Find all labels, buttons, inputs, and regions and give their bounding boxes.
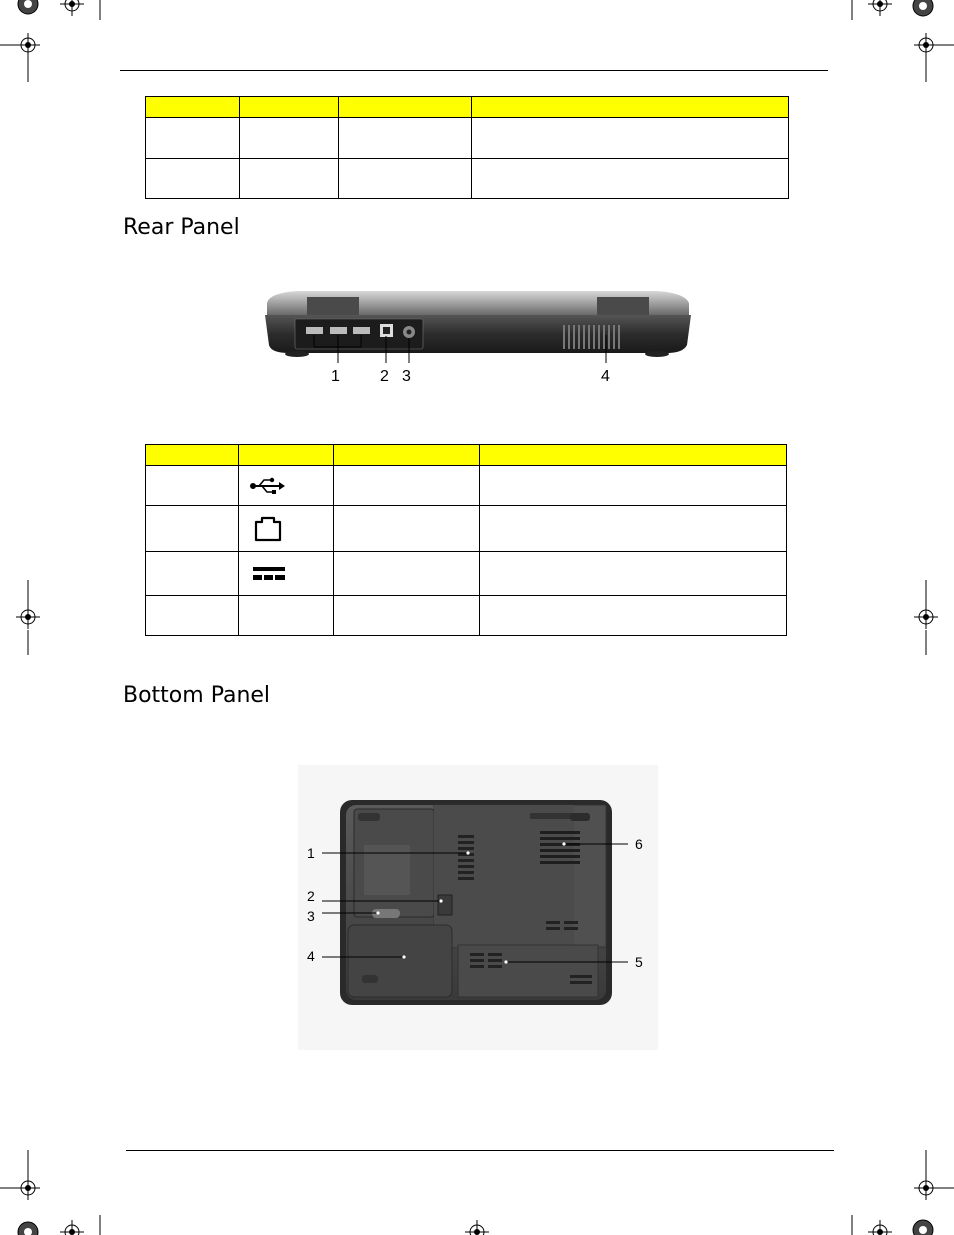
table-cell <box>480 596 787 636</box>
icon-cell <box>239 552 334 596</box>
bottom-callout-5: 5 <box>635 954 643 970</box>
table-cell <box>472 118 789 159</box>
table-cell <box>146 466 239 506</box>
bottom-callout-3: 3 <box>307 908 315 924</box>
bottom-panel-title: Bottom Panel <box>123 683 271 708</box>
header-cell <box>339 97 472 118</box>
rear-callout-2: 2 <box>380 368 389 385</box>
rear-ports-table <box>145 444 787 636</box>
rear-callout-4: 4 <box>601 368 610 385</box>
header-cell <box>146 97 240 118</box>
table-cell <box>240 118 339 159</box>
ethernet-icon <box>253 516 283 542</box>
table-cell <box>480 552 787 596</box>
icon-cell <box>239 466 334 506</box>
table-cell <box>240 159 339 199</box>
bottom-callout-2: 2 <box>307 888 315 904</box>
table-cell <box>146 159 240 199</box>
table-row <box>146 552 787 596</box>
dc-in-icon <box>251 563 287 585</box>
table-cell <box>146 552 239 596</box>
icon-cell <box>239 506 334 552</box>
table-header-row <box>146 445 787 466</box>
rear-panel-title: Rear Panel <box>123 215 240 240</box>
table-row <box>146 506 787 552</box>
table-row <box>146 118 789 159</box>
table-cell <box>146 596 239 636</box>
table-cell <box>334 506 480 552</box>
table-cell <box>146 506 239 552</box>
footer-rule <box>126 1150 834 1151</box>
table-row <box>146 596 787 636</box>
table-cell <box>480 506 787 552</box>
header-cell <box>240 97 339 118</box>
header-cell <box>334 445 480 466</box>
header-cell <box>472 97 789 118</box>
table-cell <box>334 552 480 596</box>
bottom-callout-4: 4 <box>307 948 315 964</box>
usb-icon <box>249 476 285 496</box>
table-cell <box>339 118 472 159</box>
rear-panel-image <box>257 283 697 403</box>
bottom-callout-6: 6 <box>635 836 643 852</box>
bottom-callout-1: 1 <box>307 845 315 861</box>
header-cell <box>239 445 334 466</box>
top-table <box>145 96 789 199</box>
table-cell <box>334 596 480 636</box>
table-row <box>146 466 787 506</box>
header-rule <box>120 70 828 71</box>
rear-callout-3: 3 <box>402 368 411 385</box>
header-cell <box>480 445 787 466</box>
bottom-panel-image <box>298 765 658 1050</box>
icon-cell <box>239 596 334 636</box>
table-row <box>146 159 789 199</box>
table-cell <box>480 466 787 506</box>
rear-callout-1: 1 <box>331 368 340 385</box>
table-cell <box>334 466 480 506</box>
table-header-row <box>146 97 789 118</box>
header-cell <box>146 445 239 466</box>
table-cell <box>472 159 789 199</box>
table-cell <box>339 159 472 199</box>
table-cell <box>146 118 240 159</box>
